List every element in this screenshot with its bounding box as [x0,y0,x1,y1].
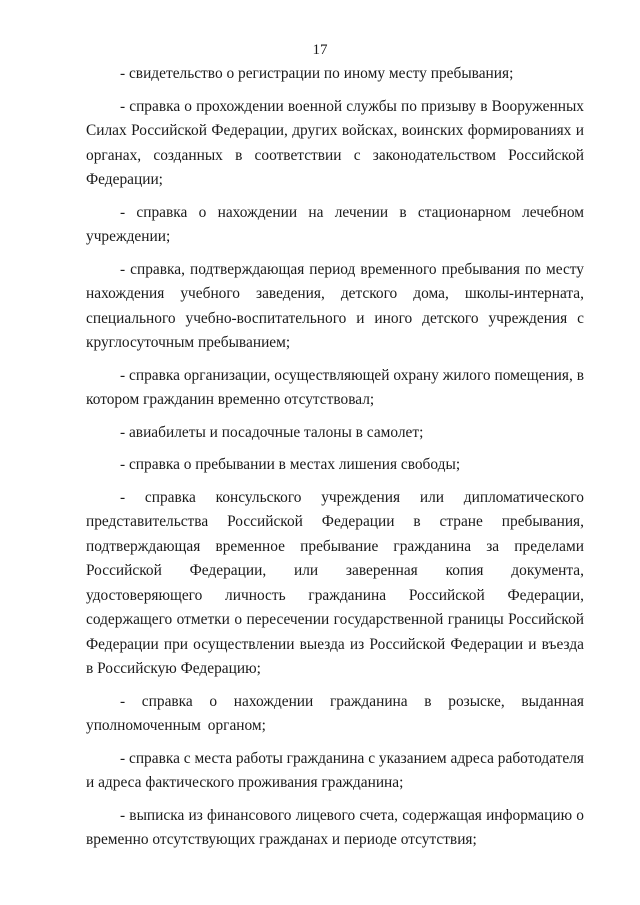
list-item-military-service-certificate: - справка о прохождении военной службы по призыву в Вооруженных Силах Российской Федерации, других войсках, воинских формированиях и органах, созданных в соответствии с законодательством Российской Федерации; [86,97,584,188]
list-item-educational-stay-certificate: - справка, подтверждающая период временного пребывания по месту нахождения учебного заведения, детского дома, школы-интерната, специального учебно-воспитательного и иного детского учреждения с круглосуточным пребыванием; [86,260,584,351]
list-item-medical-treatment-certificate: - справка о нахождении на лечении в стационарном лечебном учреждении; [86,203,584,245]
page-number: 17 [312,42,328,58]
list-item-employment-certificate: - справка с места работы гражданина с указанием адреса работодателя и адреса фактического проживания гражданина; [86,749,584,791]
list-item-housing-protection-certificate: - справка организации, осуществляющей охрану жилого помещения, в котором гражданин временно отсутствовал; [86,366,584,408]
document-body [86,62,584,861]
list-item-detention-certificate: - справка о пребывании в местах лишения свободы; [120,456,461,473]
list-item-consular-certificate: - справка консульского учреждения или дипломатического представительства Российской Федерации в стране пребывания, подтверждающая временное пребывание гражданина за пределами Российской Федерации, или заверенная копия документа, удостоверяющего личность гражданина Российской Федерации, содержащего отметки о пересечении государственной границы Российской Федерации при осуществлении выезда из Российской Федерации и въезда в Российскую Федерацию; [86,488,584,677]
list-item-air-tickets: - авиабилеты и посадочные талоны в самолет; [120,423,424,441]
list-item-account-statement: - выписка из финансового лицевого счета, содержащая информацию о временно отсутствующих гражданах и периоде отсутствия; [86,806,584,848]
list-item-wanted-person-certificate: - справка о нахождении гражданина в розыске, выданная уполномоченным органом; [86,692,584,734]
list-item-registration-certificate: - свидетельство о регистрации по иному месту пребывания; [120,65,514,82]
